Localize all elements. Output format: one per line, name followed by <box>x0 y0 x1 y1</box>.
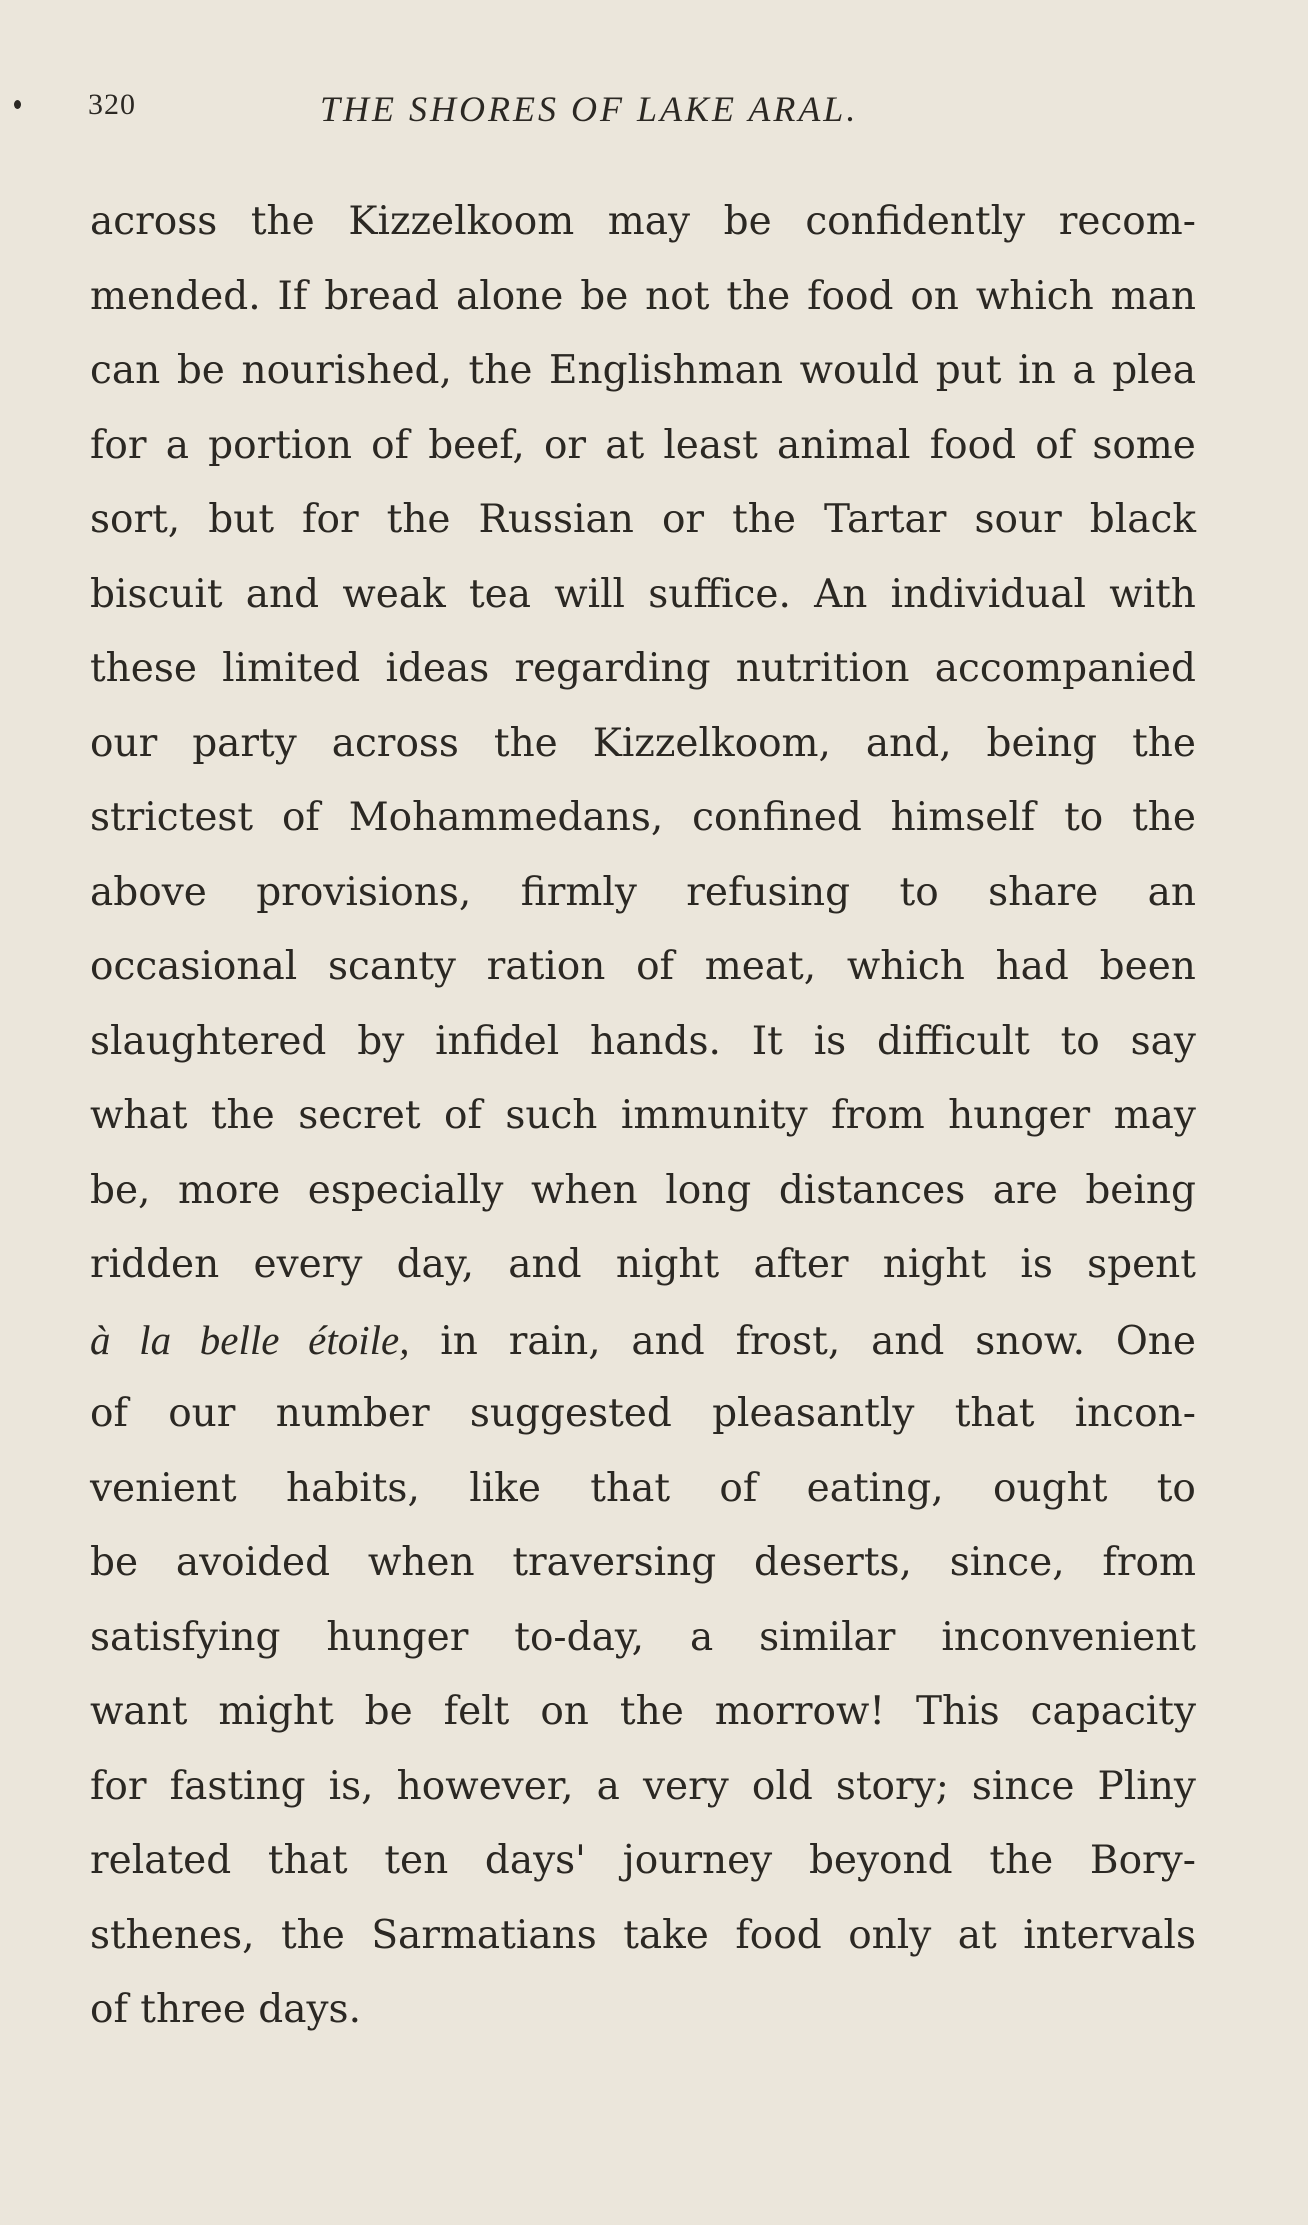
word: are <box>992 1167 1058 1213</box>
word: since, <box>949 1540 1065 1585</box>
text-line-last: of three days. <box>90 1987 361 2032</box>
word: the <box>726 273 791 319</box>
italic-phrase: à la belle étoile, <box>90 1316 410 1363</box>
word: sthenes, <box>90 1912 255 1958</box>
word: morrow! <box>714 1689 886 1734</box>
word: more <box>178 1167 281 1213</box>
word: food <box>929 422 1017 468</box>
text-line <box>90 334 1196 409</box>
word: of <box>90 1391 128 1436</box>
word: the <box>468 348 533 393</box>
word: alone <box>455 273 564 319</box>
text-line <box>90 1228 1196 1303</box>
word: by <box>357 1018 405 1064</box>
word: or <box>543 422 587 468</box>
word: the <box>1132 795 1196 840</box>
word: the <box>1132 720 1196 766</box>
text-line <box>90 1899 1196 1974</box>
text-line <box>90 1675 1196 1750</box>
text-line <box>90 185 1196 260</box>
word: spent <box>1087 1242 1196 1287</box>
word: the <box>732 497 796 542</box>
word: portion <box>208 422 352 468</box>
word: plea <box>1112 348 1196 393</box>
word: meat, <box>704 944 817 989</box>
word: for <box>90 1763 147 1809</box>
word: capacity <box>1030 1689 1196 1734</box>
word: may <box>607 199 691 244</box>
word: had <box>995 944 1069 989</box>
word: food <box>735 1912 822 1958</box>
word: put <box>935 348 1002 393</box>
word: on <box>910 273 959 319</box>
word: habits, <box>285 1465 420 1511</box>
word: can <box>90 348 161 393</box>
word: Tartar <box>824 497 947 542</box>
word: firmly <box>520 869 637 915</box>
word: the <box>386 497 451 542</box>
word: say <box>1130 1018 1196 1064</box>
word: especially <box>307 1167 504 1213</box>
word: confined <box>692 795 862 840</box>
word: to <box>1156 1465 1196 1511</box>
word: share <box>988 869 1099 915</box>
word: to <box>899 869 939 915</box>
word: strictest <box>90 795 254 840</box>
word: be <box>364 1689 413 1734</box>
word: at <box>605 422 645 468</box>
word: a <box>596 1763 620 1809</box>
word: to <box>1064 795 1104 840</box>
word: a <box>1072 348 1096 393</box>
page-header <box>0 88 1308 138</box>
text-line <box>90 260 1196 335</box>
word: which <box>975 273 1094 319</box>
word: Russian <box>478 497 634 542</box>
word: ridden <box>90 1242 220 1287</box>
word: Kizzelkoom <box>348 199 575 244</box>
word: the <box>989 1838 1054 1883</box>
word: scanty <box>327 944 456 989</box>
word: night <box>615 1242 720 1287</box>
word: related <box>90 1838 232 1883</box>
word: old <box>751 1763 813 1809</box>
word: for <box>90 422 147 468</box>
word: these <box>90 646 197 691</box>
word: ought <box>993 1465 1108 1511</box>
word: slaughtered <box>90 1018 327 1064</box>
word: which <box>846 944 965 989</box>
word: avoided <box>175 1540 331 1585</box>
word: night <box>882 1242 987 1287</box>
word: refusing <box>686 869 851 915</box>
word: Sarmatians <box>371 1912 597 1958</box>
word: distances <box>778 1167 966 1213</box>
page-number: 320 <box>88 88 136 121</box>
word: for <box>302 497 359 542</box>
word: every <box>253 1242 363 1287</box>
word: ideas <box>385 646 490 691</box>
word: animal <box>776 422 911 468</box>
word: recom- <box>1058 199 1196 244</box>
word: of <box>443 1093 482 1138</box>
word: number <box>275 1391 430 1436</box>
word: from <box>831 1093 925 1138</box>
word: at <box>957 1912 997 1958</box>
word: immunity <box>620 1093 808 1138</box>
word: confidently <box>805 199 1026 244</box>
word: intervals <box>1023 1912 1196 1958</box>
word: only <box>848 1912 932 1958</box>
word: and <box>508 1242 582 1287</box>
word: is, <box>328 1763 374 1809</box>
word: an <box>1147 869 1196 915</box>
word: eating, <box>806 1465 944 1511</box>
word: and <box>245 571 320 617</box>
word: biscuit <box>90 571 223 617</box>
word: our <box>168 1391 236 1436</box>
text-line <box>90 1601 1196 1676</box>
word: beef, <box>428 422 525 468</box>
word: beyond <box>808 1838 953 1883</box>
word: sour <box>974 497 1062 542</box>
word: bread <box>324 273 440 319</box>
word: being <box>1085 1167 1196 1213</box>
word: to-day, <box>514 1614 645 1660</box>
text-line <box>90 1154 1196 1229</box>
line-continuation: in rain, and frost, and snow. One <box>409 1318 1197 1364</box>
text-line <box>90 1526 1196 1601</box>
word: hunger <box>326 1614 469 1660</box>
word: inconvenient <box>941 1614 1196 1660</box>
word: in <box>1018 348 1056 393</box>
text-line <box>90 1005 1196 1080</box>
word: the <box>280 1912 345 1958</box>
word: is <box>1020 1242 1053 1287</box>
text-line <box>90 1079 1196 1154</box>
text-line-italic-phrase <box>90 1303 1196 1378</box>
text-line <box>90 781 1196 856</box>
word: the <box>210 1093 275 1138</box>
word: across <box>331 720 459 766</box>
word: Pliny <box>1097 1763 1196 1809</box>
word: hunger <box>948 1093 1091 1138</box>
word: similar <box>759 1614 896 1660</box>
word: may <box>1113 1093 1196 1138</box>
word: least <box>663 422 758 468</box>
word: or <box>661 497 705 542</box>
word: regarding <box>514 646 711 691</box>
word: Mohammedans, <box>348 795 664 840</box>
word: venient <box>90 1465 237 1511</box>
word: across <box>90 199 218 244</box>
word: of <box>371 422 410 468</box>
text-line <box>90 856 1196 931</box>
word: hands. <box>590 1018 721 1064</box>
word: suffice. <box>648 571 791 617</box>
word: very <box>642 1763 729 1809</box>
word: limited <box>222 646 361 691</box>
word: some <box>1092 422 1196 468</box>
word: difficult <box>877 1018 1030 1064</box>
word: This <box>916 1689 1000 1734</box>
word: our <box>90 720 158 766</box>
word: long <box>665 1167 752 1213</box>
word: himself <box>890 795 1036 840</box>
word: secret <box>298 1093 421 1138</box>
word: fasting <box>169 1763 306 1809</box>
word: be <box>723 199 772 244</box>
word: Kizzelkoom, <box>592 720 831 766</box>
word: when <box>530 1167 638 1213</box>
word: such <box>505 1093 598 1138</box>
word: above <box>90 869 207 915</box>
word: of <box>636 944 674 989</box>
word: want <box>90 1689 188 1734</box>
text-line <box>90 1750 1196 1825</box>
word: An <box>814 571 868 617</box>
word: when <box>367 1540 475 1585</box>
word: Englishman <box>549 348 784 393</box>
word: be <box>90 1540 139 1585</box>
word: take <box>623 1912 709 1958</box>
word: pleasantly <box>712 1391 915 1436</box>
word: nutrition <box>735 646 910 691</box>
word: the <box>250 199 315 244</box>
text-line <box>90 483 1196 558</box>
word: be, <box>90 1167 151 1213</box>
word: of <box>719 1465 758 1511</box>
word: sort, <box>90 497 181 542</box>
text-line <box>90 409 1196 484</box>
word: accompanied <box>934 646 1196 691</box>
word: that <box>590 1465 670 1511</box>
word: food <box>807 273 894 319</box>
word: however, <box>396 1763 574 1809</box>
word: mended. <box>90 273 261 319</box>
word: been <box>1099 944 1196 989</box>
text-line <box>90 1377 1196 1452</box>
word: be <box>176 348 225 393</box>
word: like <box>469 1465 541 1511</box>
word: to <box>1060 1018 1100 1064</box>
text-line <box>90 632 1196 707</box>
word: is <box>813 1018 847 1064</box>
word: that <box>267 1838 348 1883</box>
word: and, <box>865 720 952 766</box>
body-text <box>90 185 1196 2048</box>
word: will <box>554 571 626 617</box>
word: of <box>281 795 320 840</box>
word: would <box>799 348 920 393</box>
word: might <box>218 1689 334 1734</box>
word: after <box>753 1242 849 1287</box>
word: satisfying <box>90 1614 281 1660</box>
text-line <box>90 930 1196 1005</box>
word: story; <box>835 1763 949 1809</box>
word: since <box>971 1763 1075 1809</box>
word: a <box>165 422 189 468</box>
word: ration <box>486 944 606 989</box>
word: infidel <box>435 1018 560 1064</box>
word: weak <box>342 571 446 617</box>
word: journey <box>622 1838 773 1883</box>
word: party <box>192 720 297 766</box>
word: the <box>619 1689 684 1734</box>
word: with <box>1109 571 1196 617</box>
word: incon- <box>1074 1391 1196 1436</box>
word: deserts, <box>754 1540 912 1585</box>
word: nourished, <box>241 348 452 393</box>
word: be <box>580 273 629 319</box>
word: black <box>1089 497 1196 542</box>
word: individual <box>890 571 1087 617</box>
running-title: THE SHORES OF LAKE ARAL. <box>320 89 859 129</box>
word: felt <box>443 1689 510 1734</box>
word: on <box>540 1689 589 1734</box>
text-line <box>90 558 1196 633</box>
word: that <box>954 1391 1035 1436</box>
word: occasional <box>90 944 298 989</box>
text-line <box>90 1452 1196 1527</box>
text-line <box>90 1824 1196 1899</box>
word: provisions, <box>256 869 472 915</box>
word: It <box>751 1018 783 1064</box>
word: what <box>90 1093 188 1138</box>
word: day, <box>396 1242 475 1287</box>
word: Bory- <box>1089 1838 1196 1883</box>
word: the <box>493 720 558 766</box>
word: days' <box>484 1838 586 1883</box>
word: ten <box>384 1838 449 1883</box>
word: tea <box>468 571 531 617</box>
word: suggested <box>469 1391 672 1436</box>
word: a <box>689 1614 714 1660</box>
word: If <box>277 273 308 319</box>
word: man <box>1110 273 1196 319</box>
word: of <box>1035 422 1074 468</box>
word: traversing <box>512 1540 717 1585</box>
word: being <box>986 720 1098 766</box>
text-line <box>90 707 1196 782</box>
word: from <box>1102 1540 1196 1585</box>
word: but <box>208 497 275 542</box>
word: not <box>645 273 710 319</box>
